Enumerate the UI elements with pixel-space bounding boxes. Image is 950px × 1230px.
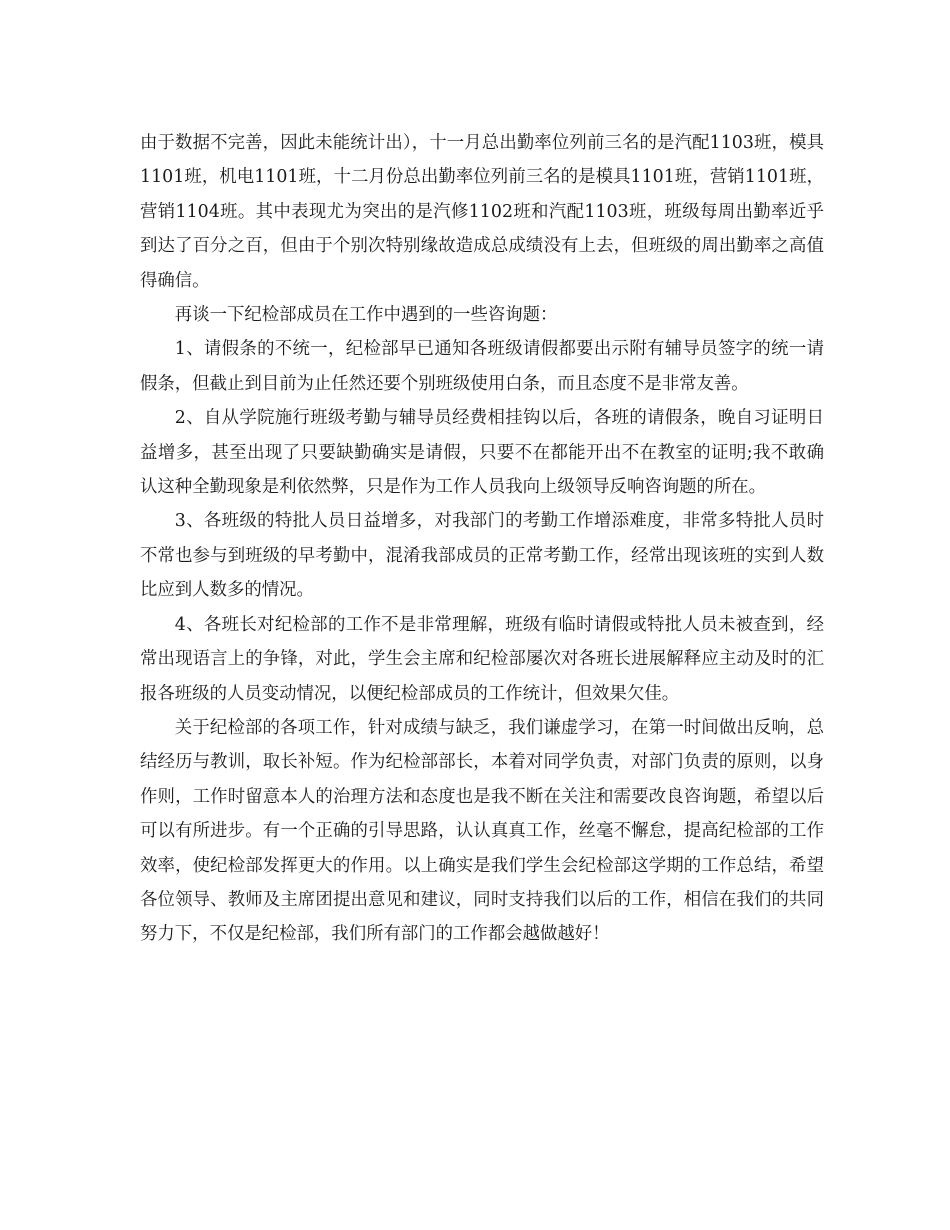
paragraph-problem-1: 1、请假条的不统一，纪检部早已通知各班级请假都要出示附有辅导员签字的统一请假条，但截止到目前为止任然还要个别班级使用白条，而且态度不是非常友善。 — [140, 339, 824, 394]
paragraph-problem-3: 3、各班级的特批人员日益增多，对我部门的考勤工作增添难度，非常多特批人员时不常也参与到班级的早考勤中，混淆我部成员的正常考勤工作，经常出现该班的实到人数比应到人数多的情况。 — [140, 511, 824, 601]
document-page — [140, 126, 824, 952]
paragraph-problem-2: 2、自从学院施行班级考勤与辅导员经费相挂钩以后，各班的请假条，晚自习证明日益增多，甚至出现了只要缺勤确实是请假，只要不在都能开出不在教室的证明;我不敢确认这种全勤现象是利依然弊，只是作为工作人员我向上级领导反响咨询题的所在。 — [140, 408, 824, 498]
paragraph-problem-4: 4、各班长对纪检部的工作不是非常理解，班级有临时请假或特批人员未被查到，经常出现语言上的争锋，对此，学生会主席和纪检部屡次对各班长进展解释应主动及时的汇报各班级的人员变动情况，以便纪检部成员的工作统计，但效果欠佳。 — [140, 614, 824, 704]
paragraph-attendance-summary: 由于数据不完善，因此未能统计出），十一月总出勤率位列前三名的是汽配1103班，模具1101班，机电1101班，十二月份总出勤率位列前三名的是模具1101班，营销1101班，营销1104班。其中表现尤为突出的是汽修1102班和汽配1103班，班级每周出勤率近乎到达了百分之百，但由于个别次特别缘故造成总成绩没有上去，但班级的周出勤率之高值得确信。 — [140, 133, 824, 291]
paragraph-problems-intro: 再谈一下纪检部成员在工作中遇到的一些咨询题： — [174, 305, 558, 326]
paragraph-conclusion: 关于纪检部的各项工作，针对成绩与缺乏，我们谦虚学习，在第一时间做出反响，总结经历与教训，取长补短。作为纪检部部长，本着对同学负责，对部门负责的原则，以身作则，工作时留意本人的治理方法和态度也是我不断在关注和需要改良咨询题，希望以后可以有所进步。有一个正确的引导思路，认认真真工作，丝毫不懈怠，提高纪检部的工作效率，使纪检部发挥更大的作用。以上确实是我们学生会纪检部这学期的工作总结，希望各位领导、教师及主席团提出意见和建议，同时支持我们以后的工作，相信在我们的共同努力下，不仅是纪检部，我们所有部门的工作都会越做越好！ — [140, 717, 824, 945]
